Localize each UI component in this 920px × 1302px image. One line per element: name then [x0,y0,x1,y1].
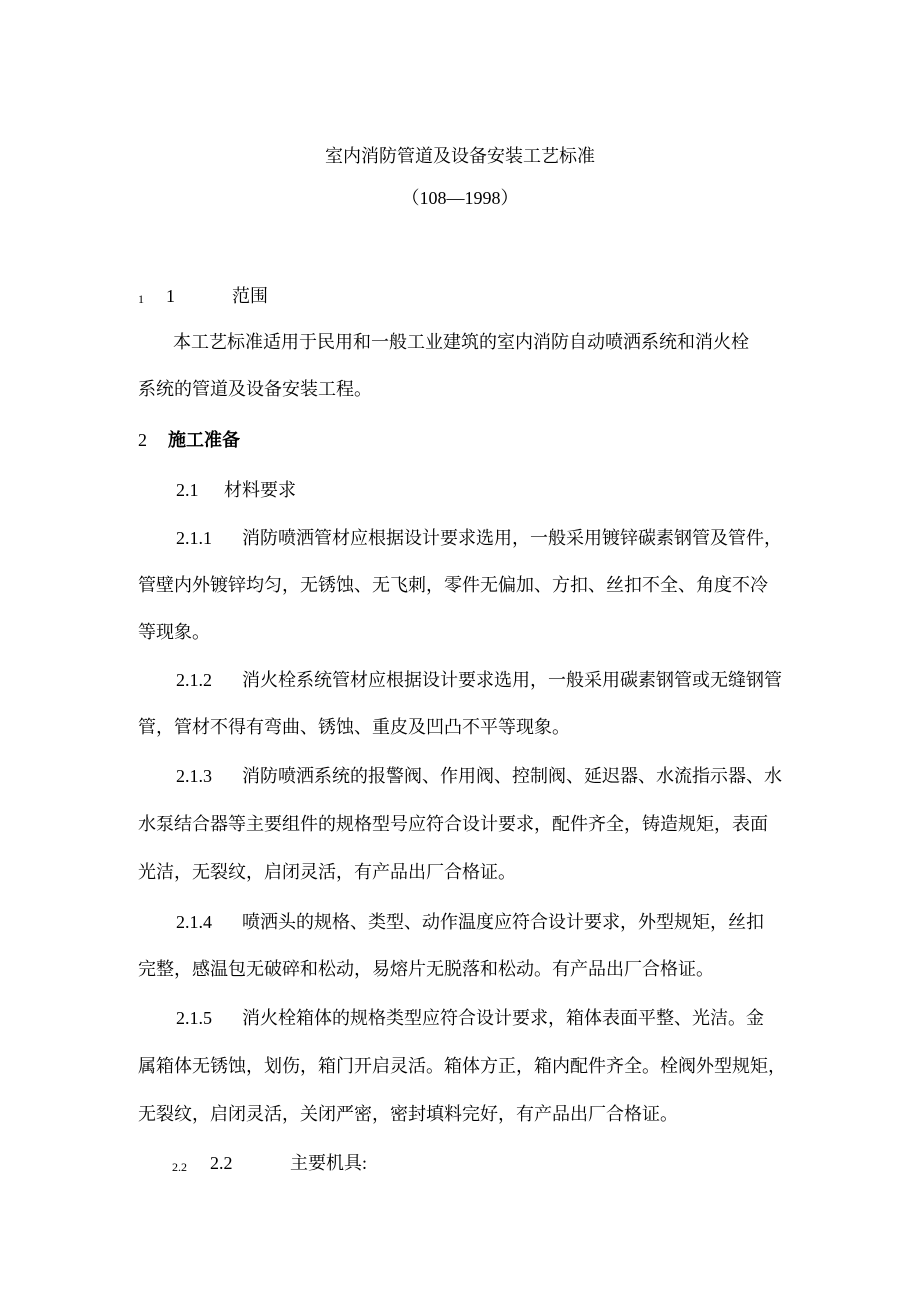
paragraph-line: 系统的管道及设备安装工程。 [138,379,372,399]
item-number: 2.1.1 [176,528,212,548]
section-marker: 1 [138,292,144,306]
item-line: 喷洒头的规格、类型、动作温度应符合设计要求，外型规矩，丝扣 [242,912,764,932]
paragraph-line: 本工艺标准适用于民用和一般工业建筑的室内消防自动喷洒系统和消火栓 [173,332,749,352]
section-number: 1 [166,286,175,306]
item-number: 2.1.4 [176,912,212,932]
document-title: 室内消防管道及设备安装工艺标准 [325,146,595,166]
section-heading: 施工准备 [168,430,240,450]
item-line: 消火栓箱体的规格类型应符合设计要求，箱体表面平整、光洁。金 [242,1008,764,1028]
item-line: 光洁，无裂纹，启闭灵活，有产品出厂合格证。 [138,862,516,882]
item-number: 2.1.5 [176,1008,212,1028]
item-line: 消防喷洒系统的报警阀、作用阀、控制阀、延迟器、水流指示器、水 [242,766,782,786]
subsection-number: 2.1 [176,480,199,500]
item-number: 2.1.3 [176,766,212,786]
item-line: 无裂纹，启闭灵活，关闭严密，密封填料完好，有产品出厂合格证。 [138,1104,678,1124]
subsection-number: 2.2 [210,1153,233,1173]
item-line: 等现象。 [138,622,210,642]
item-line: 水泵结合器等主要组件的规格型号应符合设计要求，配件齐全，铸造规矩，表面 [138,814,768,834]
item-number: 2.1.2 [176,670,212,690]
subsection-heading: 材料要求 [224,480,296,500]
document-subtitle: （108—1998） [401,188,519,208]
item-line: 管壁内外镀锌均匀，无锈蚀、无飞刺，零件无偏加、方扣、丝扣不全、角度不冷 [138,575,768,595]
section-number: 2 [138,430,147,450]
item-line: 管，管材不得有弯曲、锈蚀、重皮及凹凸不平等现象。 [138,717,570,737]
subsection-heading: 主要机具: [290,1153,368,1173]
section-heading: 范围 [232,286,268,306]
item-line: 消火栓系统管材应根据设计要求选用，一般采用碳素钢管或无缝钢管 [242,670,782,690]
item-line: 消防喷洒管材应根据设计要求选用，一般采用镀锌碳素钢管及管件， [242,528,782,548]
item-line: 属箱体无锈蚀，划伤，箱门开启灵活。箱体方正，箱内配件齐全。栓阀外型规矩， [138,1056,786,1076]
section-marker: 2.2 [172,1160,187,1174]
item-line: 完整，感温包无破碎和松动，易熔片无脱落和松动。有产品出厂合格证。 [138,959,714,979]
